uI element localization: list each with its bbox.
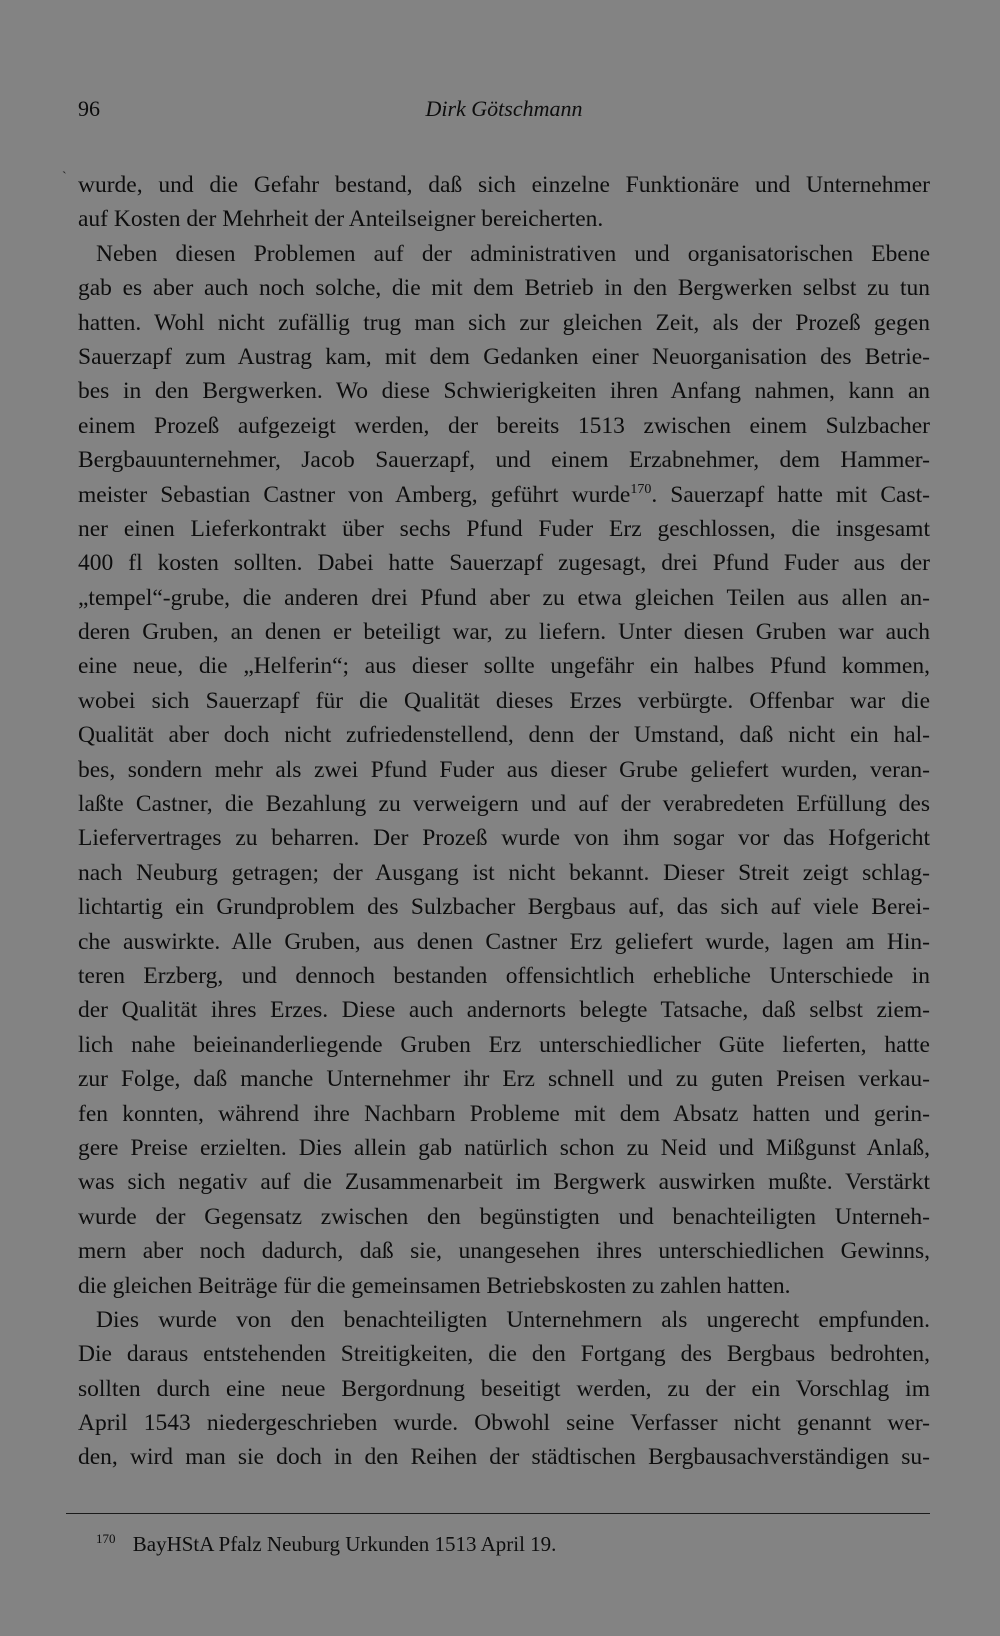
footnote-text: BayHStA Pfalz Neuburg Urkunden 1513 April 19.: [132, 1532, 557, 1556]
text-line: Liefervertrages zu beharren. Der Prozeß wurde von ihm sogar vor das Hofgericht: [78, 825, 930, 852]
text-line: lich nahe beieinanderliegende Gruben Erz unterschiedlicher Güte lieferten, hatte: [78, 1031, 930, 1058]
text-line: lichtartig ein Grundproblem des Sulzbacher Bergbaus auf, das sich auf viele Berei-: [78, 894, 930, 921]
text-line: laßte Castner, die Bezahlung zu verweigern und auf der verabredeten Erfüllung des: [78, 791, 930, 818]
text-line: hatten. Wohl nicht zufällig trug man sich zur gleichen Zeit, als der Prozeß gegen: [78, 309, 930, 336]
text-line: wurde, und die Gefahr bestand, daß sich einzelne Funktionäre und Unternehmer: [78, 172, 930, 198]
text-line: [78, 478, 930, 512]
text-line: 400 fl kosten sollten. Dabei hatte Sauerzapf zugesagt, drei Pfund Fuder aus der: [78, 550, 930, 577]
text-line: „tempel“-grube, die anderen drei Pfund aber zu etwa gleichen Teilen aus allen an-: [78, 584, 930, 611]
text-line: auf Kosten der Mehrheit der Anteilseigner bereicherten.: [78, 206, 604, 233]
footnote-number: 170: [96, 1531, 116, 1546]
text-line: che auswirkte. Alle Gruben, aus denen Castner Erz geliefert wurde, lagen am Hin-: [78, 928, 930, 955]
body-text: [78, 168, 930, 1475]
page-header: [78, 96, 930, 136]
text-line: eine neue, die „Helferin“; aus dieser sollte ungefähr ein halbes Pfund kommen,: [78, 653, 930, 680]
text-line: nach Neuburg getragen; der Ausgang ist nicht bekannt. Dieser Streit zeigt schlag-: [78, 859, 930, 886]
text-line: sollten durch eine neue Bergordnung beseitigt werden, zu der ein Vorschlag im: [78, 1375, 930, 1402]
text-line: gab es aber auch noch solche, die mit dem Betrieb in den Bergwerken selbst zu tun: [78, 275, 930, 302]
footnote: [96, 1530, 926, 1558]
text-line: mern aber noch dadurch, daß sie, unangesehen ihres unterschiedlichen Gewinns,: [78, 1238, 930, 1265]
text-line: Qualität aber doch nicht zufriedenstellend, denn der Umstand, daß nicht ein hal-: [78, 722, 930, 749]
text-line: fen konnten, während ihre Nachbarn Probleme mit dem Absatz hatten und gerin-: [78, 1100, 930, 1127]
text-line: gere Preise erzielten. Dies allein gab natürlich schon zu Neid und Mißgunst Anlaß,: [78, 1134, 930, 1161]
text-segment: . Sauerzapf hatte mit Cast-: [651, 481, 930, 508]
text-line: zur Folge, daß manche Unternehmer ihr Erz schnell und zu guten Preisen verkau-: [78, 1066, 930, 1093]
text-line: teren Erzberg, und dennoch bestanden offensichtlich erhebliche Unterschiede in: [78, 962, 930, 989]
footnote-reference[interactable]: 170: [630, 481, 652, 497]
text-line: ner einen Lieferkontrakt über sechs Pfund Fuder Erz geschlossen, die insgesamt: [78, 515, 930, 542]
text-line: wobei sich Sauerzapf für die Qualität dieses Erzes verbürgte. Offenbar war die: [78, 687, 930, 714]
margin-mark: ˋ: [62, 170, 67, 185]
text-line: einem Prozeß aufgezeigt werden, der bereits 1513 zwischen einem Sulzbacher: [78, 412, 930, 439]
footnote-rule: [66, 1513, 930, 1514]
text-line: bes, sondern mehr als zwei Pfund Fuder aus dieser Grube geliefert wurden, veran-: [78, 756, 930, 783]
page-number: 96: [78, 96, 100, 121]
text-line: deren Gruben, an denen er beteiligt war, zu liefern. Unter diesen Gruben war auch: [78, 619, 930, 646]
text-line: April 1543 niedergeschrieben wurde. Obwohl seine Verfasser nicht genannt wer-: [78, 1410, 930, 1437]
text-line: was sich negativ auf die Zusammenarbeit im Bergwerk auswirken mußte. Verstärkt: [78, 1169, 930, 1196]
text-line: die gleichen Beiträge für die gemeinsamen Betriebskosten zu zahlen hatten.: [78, 1272, 791, 1299]
running-head: Dirk Götschmann: [425, 96, 583, 121]
text-line: bes in den Bergwerken. Wo diese Schwierigkeiten ihren Anfang nahmen, kann an: [78, 378, 930, 405]
text-line: Die daraus entstehenden Streitigkeiten, die den Fortgang des Bergbaus bedrohten,: [78, 1341, 930, 1368]
text-line: der Qualität ihres Erzes. Diese auch andernorts belegte Tatsache, daß selbst ziem-: [78, 997, 930, 1024]
text-line: wurde der Gegensatz zwischen den begünstigten und benachteiligten Unterneh-: [78, 1203, 930, 1230]
text-line: Sauerzapf zum Austrag kam, mit dem Gedanken einer Neuorganisation des Betrie-: [78, 343, 930, 370]
text-line: Dies wurde von den benachteiligten Unternehmern als ungerecht empfunden.: [96, 1306, 930, 1333]
text-segment: meister Sebastian Castner von Amberg, geführt wurde: [78, 481, 631, 508]
text-line: den, wird man sie doch in den Reihen der städtischen Bergbausachverständigen su-: [78, 1444, 930, 1471]
text-line: Neben diesen Problemen auf der administrativen und organisatorischen Ebene: [96, 240, 930, 267]
text-line: Bergbauunternehmer, Jacob Sauerzapf, und einem Erzabnehmer, dem Hammer-: [78, 447, 930, 474]
